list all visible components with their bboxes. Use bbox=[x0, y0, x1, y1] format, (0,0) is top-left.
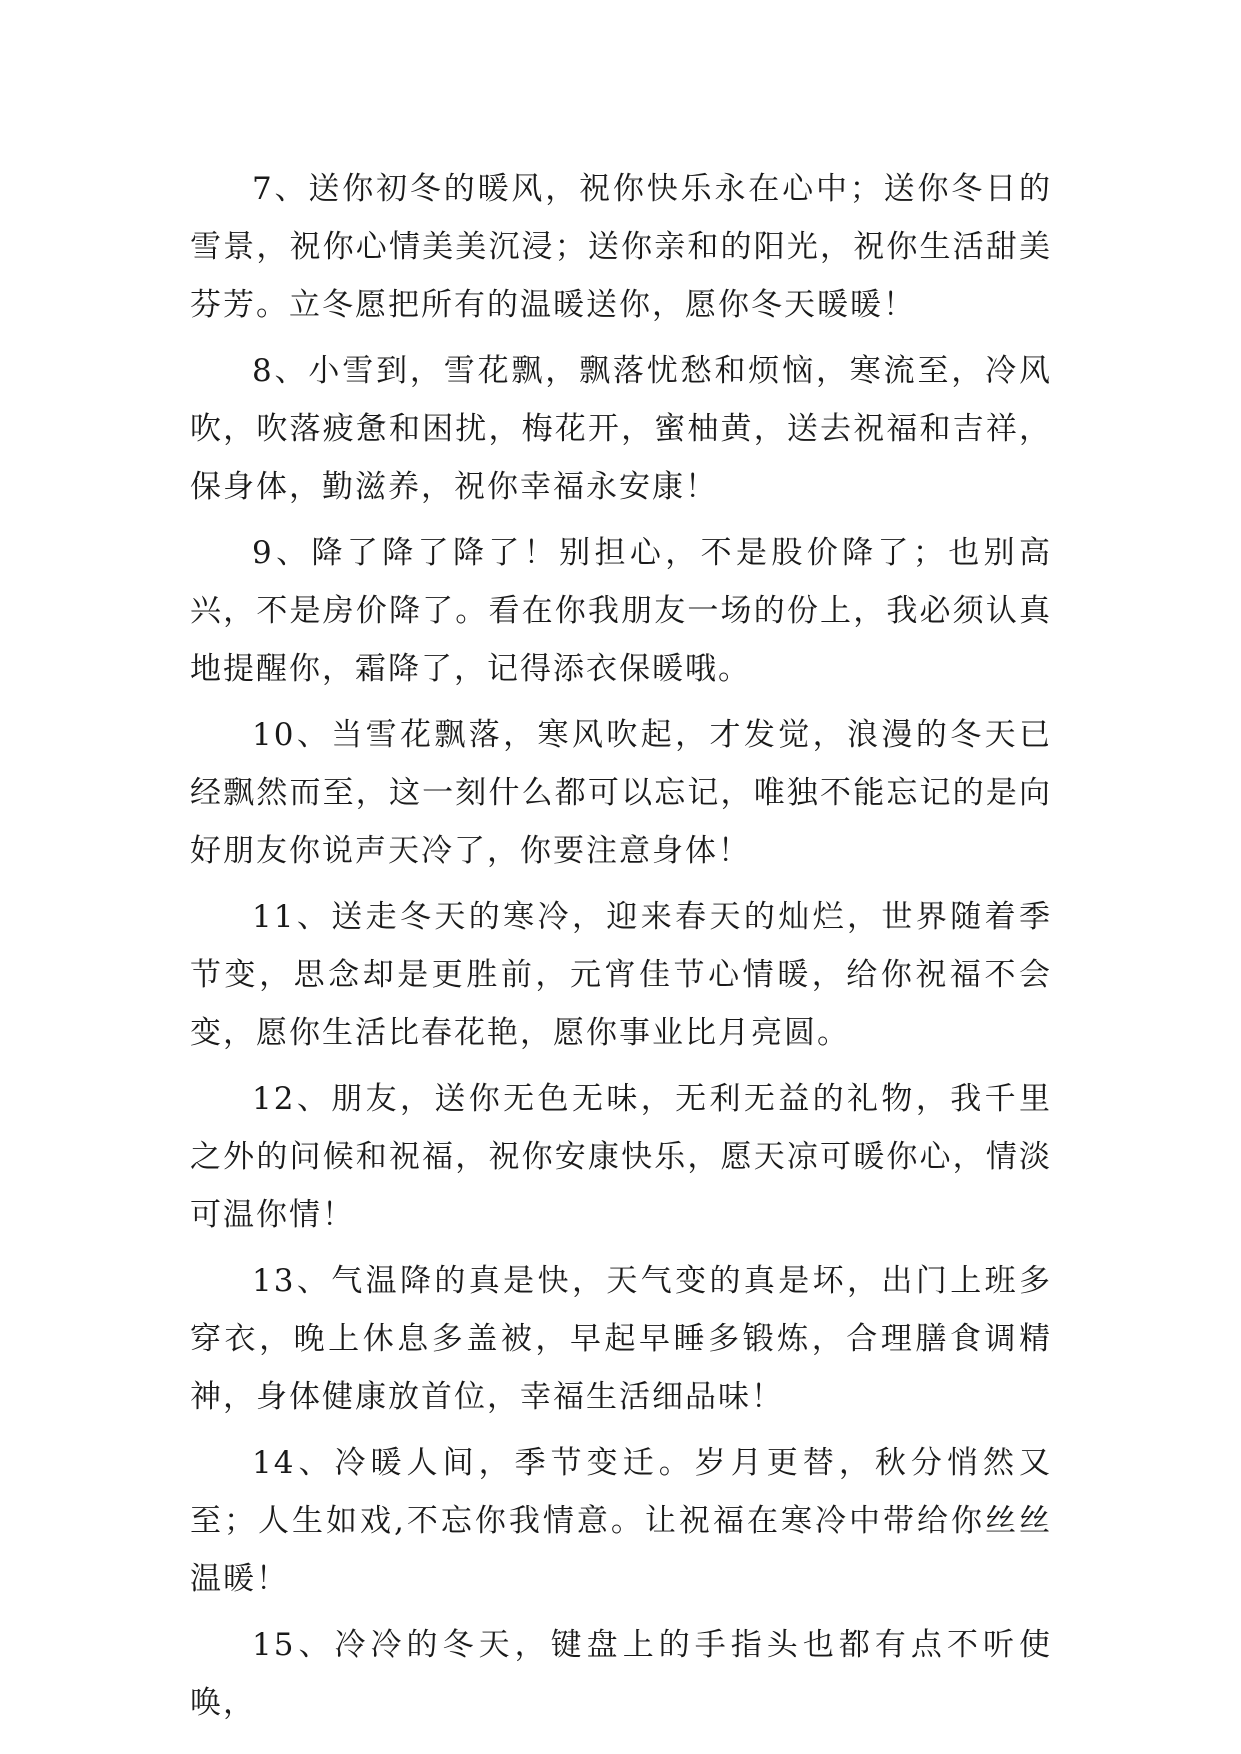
document-body bbox=[190, 160, 1052, 1740]
paragraph-8: 8、小雪到，雪花飘，飘落忧愁和烦恼，寒流至，冷风吹，吹落疲惫和困扰，梅花开，蜜柚黄，送去祝福和吉祥，保身体，勤滋养，祝你幸福永安康！ bbox=[190, 353, 1052, 505]
paragraph-9: 9、降了降了降了！别担心，不是股价降了；也别高兴，不是房价降了。看在你我朋友一场的份上，我必须认真地提醒你，霜降了，记得添衣保暖哦。 bbox=[190, 535, 1052, 687]
paragraph-10: 10、当雪花飘落，寒风吹起，才发觉，浪漫的冬天已经飘然而至，这一刻什么都可以忘记，唯独不能忘记的是向好朋友你说声天冷了，你要注意身体！ bbox=[190, 717, 1052, 869]
paragraph-7: 7、送你初冬的暖风，祝你快乐永在心中；送你冬日的雪景，祝你心情美美沉浸；送你亲和的阳光，祝你生活甜美芬芳。立冬愿把所有的温暖送你，愿你冬天暖暖！ bbox=[190, 171, 1052, 323]
paragraph-14: 14、冷暖人间，季节变迁。岁月更替，秋分悄然又至；人生如戏,不忘你我情意。让祝福在寒冷中带给你丝丝温暖！ bbox=[190, 1445, 1052, 1597]
paragraph-12: 12、朋友，送你无色无味，无利无益的礼物，我千里之外的问候和祝福，祝你安康快乐，愿天凉可暖你心，情淡可温你情！ bbox=[190, 1081, 1052, 1233]
paragraph-15: 15、冷冷的冬天，键盘上的手指头也都有点不听使唤， bbox=[190, 1627, 1052, 1721]
paragraph-13: 13、气温降的真是快，天气变的真是坏，出门上班多穿衣，晚上休息多盖被，早起早睡多锻炼，合理膳食调精神，身体健康放首位，幸福生活细品味！ bbox=[190, 1263, 1052, 1415]
paragraph-11: 11、送走冬天的寒冷，迎来春天的灿烂，世界随着季节变，思念却是更胜前，元宵佳节心情暖，给你祝福不会变，愿你生活比春花艳，愿你事业比月亮圆。 bbox=[190, 899, 1052, 1051]
